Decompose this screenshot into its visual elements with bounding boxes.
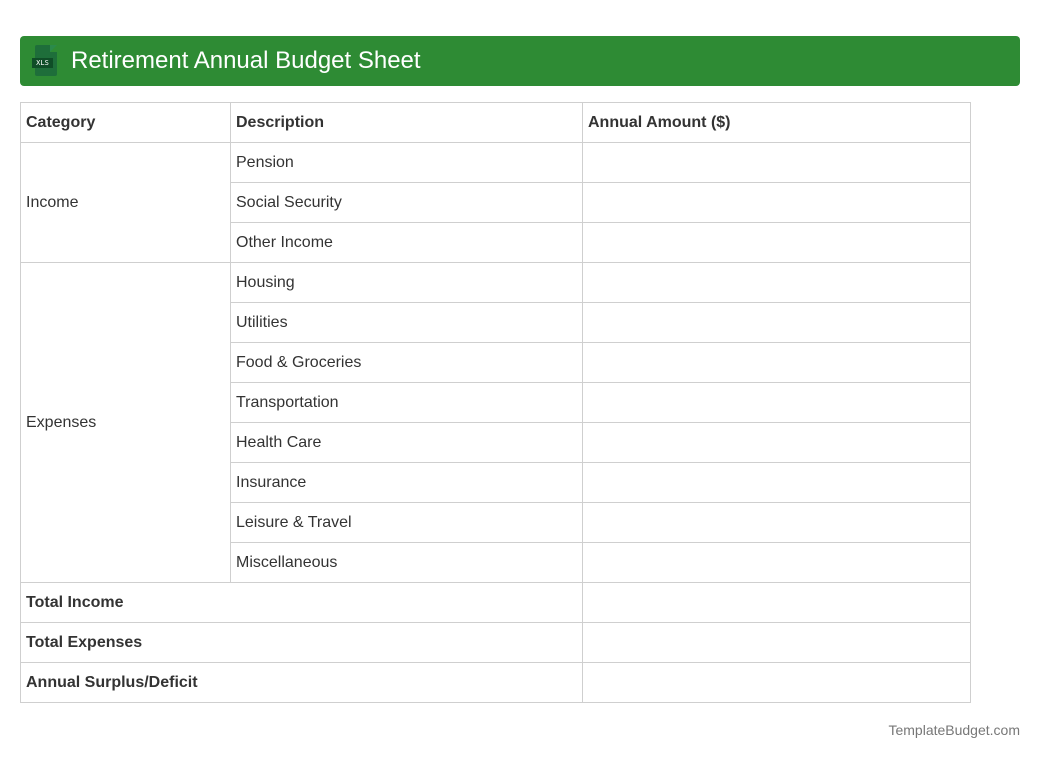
amount-cell[interactable] xyxy=(583,223,971,263)
surplus-deficit-label: Annual Surplus/Deficit xyxy=(21,663,583,703)
budget-table xyxy=(20,102,971,703)
description-cell: Other Income xyxy=(231,223,583,263)
page-header xyxy=(20,36,1020,86)
amount-cell[interactable] xyxy=(583,423,971,463)
total-expenses-label: Total Expenses xyxy=(21,623,583,663)
total-income-label: Total Income xyxy=(21,583,583,623)
description-cell: Social Security xyxy=(231,183,583,223)
footer-brand: TemplateBudget.com xyxy=(888,722,1020,738)
column-header-description: Description xyxy=(231,103,583,143)
description-cell: Leisure & Travel xyxy=(231,503,583,543)
amount-cell[interactable] xyxy=(583,463,971,503)
page-title: Retirement Annual Budget Sheet xyxy=(71,47,421,74)
table-header-row xyxy=(21,103,971,143)
amount-cell[interactable] xyxy=(583,623,971,663)
description-cell: Pension xyxy=(231,143,583,183)
amount-cell[interactable] xyxy=(583,183,971,223)
amount-cell[interactable] xyxy=(583,503,971,543)
amount-cell[interactable] xyxy=(583,263,971,303)
total-row xyxy=(21,663,971,703)
amount-cell[interactable] xyxy=(583,383,971,423)
description-cell: Food & Groceries xyxy=(231,343,583,383)
table-row xyxy=(21,143,971,183)
amount-cell[interactable] xyxy=(583,343,971,383)
category-cell-expenses: Expenses xyxy=(21,263,231,583)
xls-file-icon: XLS xyxy=(32,45,58,77)
amount-cell[interactable] xyxy=(583,303,971,343)
total-row xyxy=(21,583,971,623)
column-header-amount: Annual Amount ($) xyxy=(583,103,971,143)
category-cell-income: Income xyxy=(21,143,231,263)
amount-cell[interactable] xyxy=(583,663,971,703)
amount-cell[interactable] xyxy=(583,143,971,183)
total-row xyxy=(21,623,971,663)
amount-cell[interactable] xyxy=(583,583,971,623)
column-header-category: Category xyxy=(21,103,231,143)
description-cell: Transportation xyxy=(231,383,583,423)
description-cell: Insurance xyxy=(231,463,583,503)
description-cell: Miscellaneous xyxy=(231,543,583,583)
description-cell: Health Care xyxy=(231,423,583,463)
description-cell: Utilities xyxy=(231,303,583,343)
table-row xyxy=(21,263,971,303)
description-cell: Housing xyxy=(231,263,583,303)
amount-cell[interactable] xyxy=(583,543,971,583)
